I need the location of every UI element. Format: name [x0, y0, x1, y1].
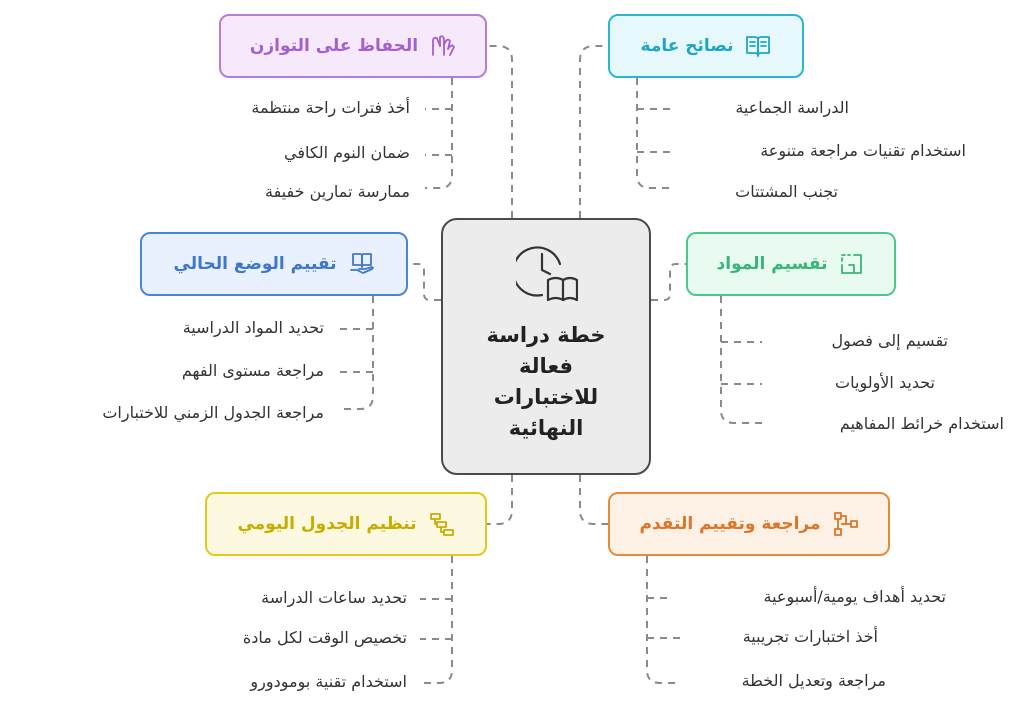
branch-divide — [686, 232, 896, 296]
hands-icon — [430, 33, 456, 59]
split-icon — [839, 251, 865, 277]
divide-item-1: تقسيم إلى فصول — [831, 331, 948, 350]
branch-progress-title: مراجعة وتقييم التقدم — [639, 514, 821, 534]
branch-assess-title: تقييم الوضع الحالي — [173, 254, 337, 274]
book-icon — [745, 33, 771, 59]
branch-tips — [608, 14, 804, 78]
branch-schedule — [205, 492, 487, 556]
progress-item-2: أخذ اختبارات تجريبية — [742, 627, 878, 646]
schedule-item-2: تخصيص الوقت لكل مادة — [242, 628, 407, 647]
tips-item-2: استخدام تقنيات مراجعة متنوعة — [760, 141, 966, 160]
balance-item-1: أخذ فترات راحة منتظمة — [251, 98, 410, 117]
central-title: خطة دراسة فعالة للاختبارات النهائية — [486, 323, 606, 440]
steps-icon — [429, 511, 455, 537]
clock-book-icon — [516, 242, 578, 304]
branch-progress — [608, 492, 890, 556]
assess-item-2: مراجعة مستوى الفهم — [181, 361, 324, 380]
branch-schedule-title: تنظيم الجدول اليومي — [237, 514, 417, 534]
balance-item-3: ممارسة تمارين خفيفة — [265, 182, 410, 201]
tips-item-3: تجنب المشتتات — [735, 182, 838, 201]
branch-balance-title: الحفاظ على التوازن — [249, 36, 419, 56]
branch-balance — [219, 14, 487, 78]
branch-tips-title: نصائح عامة — [640, 36, 734, 56]
divide-item-3: استخدام خرائط المفاهيم — [839, 414, 1004, 433]
branch-assess — [140, 232, 408, 296]
central-topic — [441, 218, 651, 475]
schedule-item-3: استخدام تقنية بومودورو — [250, 672, 407, 691]
tips-item-1: الدراسة الجماعية — [735, 98, 849, 117]
schedule-item-1: تحديد ساعات الدراسة — [261, 588, 407, 607]
book-hand-icon — [349, 251, 375, 277]
balance-item-2: ضمان النوم الكافي — [284, 143, 410, 162]
flow-icon — [833, 511, 859, 537]
assess-item-1: تحديد المواد الدراسية — [182, 318, 324, 337]
assess-item-3: مراجعة الجدول الزمني للاختبارات — [102, 403, 324, 422]
progress-item-3: مراجعة وتعديل الخطة — [741, 671, 886, 690]
progress-item-1: تحديد أهداف يومية/أسبوعية — [763, 587, 946, 606]
branch-divide-title: تقسيم المواد — [716, 254, 828, 274]
divide-item-2: تحديد الأولويات — [835, 373, 935, 392]
